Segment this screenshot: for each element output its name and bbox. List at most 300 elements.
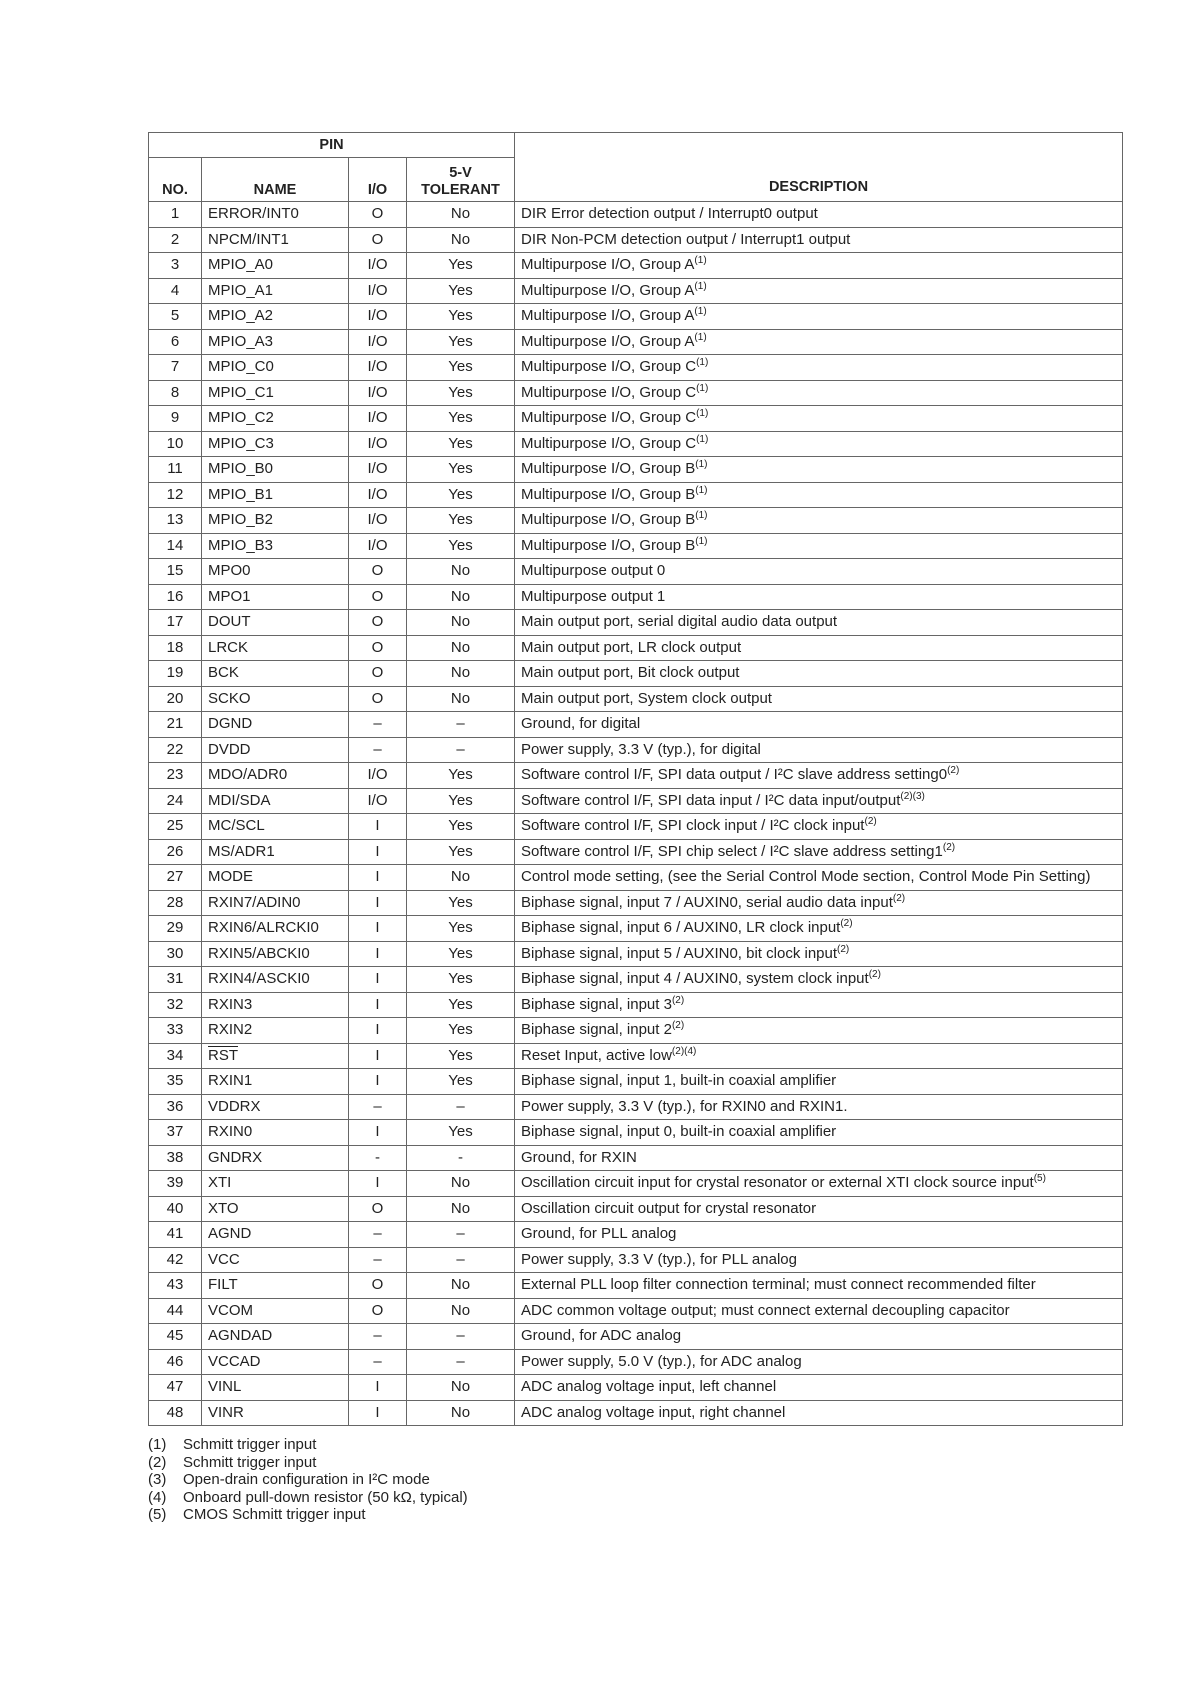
table-row bbox=[149, 406, 1123, 432]
pin-number bbox=[149, 916, 202, 942]
pin-number-text: 10 bbox=[166, 434, 184, 452]
pin-tolerant bbox=[407, 1120, 515, 1146]
pin-io bbox=[349, 227, 407, 253]
pin-name bbox=[202, 865, 349, 891]
pin-tolerant bbox=[407, 380, 515, 406]
footnotes bbox=[148, 1436, 468, 1524]
pin-number bbox=[149, 763, 202, 789]
pin-io-text: I bbox=[375, 1403, 380, 1421]
pin-name-text: XTI bbox=[208, 1174, 232, 1192]
pin-description-text: Multipurpose I/O, Group B bbox=[521, 460, 696, 478]
pin-number bbox=[149, 686, 202, 712]
pin-description bbox=[515, 1171, 1123, 1197]
pin-io-text: I bbox=[375, 842, 380, 860]
pin-name-text: NPCM/INT1 bbox=[208, 230, 289, 248]
pin-name bbox=[202, 508, 349, 534]
pin-io bbox=[349, 661, 407, 687]
pin-description-text: Multipurpose I/O, Group A bbox=[521, 307, 695, 325]
pin-description bbox=[515, 1196, 1123, 1222]
pin-number-text: 1 bbox=[170, 205, 180, 223]
pin-name-text: MPIO_B0 bbox=[208, 460, 274, 478]
pin-description bbox=[515, 355, 1123, 381]
pin-name bbox=[202, 278, 349, 304]
pin-description-text: Power supply, 5.0 V (typ.), for ADC analog bbox=[521, 1352, 802, 1370]
pin-description-text: Biphase signal, input 7 / AUXIN0, serial audio data input bbox=[521, 893, 893, 911]
pin-tolerant bbox=[407, 941, 515, 967]
pin-number bbox=[149, 457, 202, 483]
pin-description bbox=[515, 1094, 1123, 1120]
pin-tolerant bbox=[407, 686, 515, 712]
pin-description-text: ADC analog voltage input, left channel bbox=[521, 1378, 777, 1396]
footnote-ref: (2) bbox=[864, 816, 877, 828]
pin-description-text: Oscillation circuit output for crystal resonator bbox=[521, 1199, 817, 1217]
pin-name-text: AGND bbox=[208, 1225, 252, 1243]
pin-io-text: – bbox=[373, 1327, 382, 1345]
pin-number bbox=[149, 1120, 202, 1146]
pin-description bbox=[515, 329, 1123, 355]
pin-number bbox=[149, 202, 202, 228]
pin-io bbox=[349, 1375, 407, 1401]
pin-io bbox=[349, 278, 407, 304]
table-row bbox=[149, 1094, 1123, 1120]
footnote-number: (1) bbox=[148, 1436, 167, 1453]
pin-tolerant bbox=[407, 839, 515, 865]
pin-io bbox=[349, 635, 407, 661]
pin-name bbox=[202, 1298, 349, 1324]
pin-tolerant-text: – bbox=[456, 715, 465, 733]
footnote-ref: (1) bbox=[696, 433, 709, 445]
pin-number-text: 27 bbox=[166, 868, 184, 886]
pin-tolerant bbox=[407, 1145, 515, 1171]
pin-description-text: Ground, for PLL analog bbox=[521, 1225, 677, 1243]
pin-description-text: Multipurpose output 1 bbox=[521, 587, 666, 605]
pin-name-text: RXIN2 bbox=[208, 1021, 253, 1039]
pin-io-text: I/O bbox=[367, 460, 388, 478]
pin-description bbox=[515, 584, 1123, 610]
pin-tolerant bbox=[407, 610, 515, 636]
pin-description-text: External PLL loop filter connection terminal; must connect recommended filter bbox=[521, 1276, 1036, 1294]
pin-header: PIN bbox=[149, 133, 515, 158]
footnote-ref: (2) bbox=[947, 765, 960, 777]
pin-tolerant-text: No bbox=[450, 689, 471, 707]
pin-description bbox=[515, 1298, 1123, 1324]
pin-number-text: 48 bbox=[166, 1403, 184, 1421]
table-row bbox=[149, 839, 1123, 865]
pin-number-text: 22 bbox=[166, 740, 184, 758]
pin-io-text: I bbox=[375, 1378, 380, 1396]
pin-number bbox=[149, 482, 202, 508]
pin-name-text: MPIO_C3 bbox=[208, 434, 274, 452]
pin-number-text: 39 bbox=[166, 1174, 184, 1192]
pin-description bbox=[515, 457, 1123, 483]
footnote-ref: (1) bbox=[695, 510, 708, 522]
pin-number bbox=[149, 278, 202, 304]
table-row bbox=[149, 1273, 1123, 1299]
pin-io bbox=[349, 1298, 407, 1324]
pin-tolerant bbox=[407, 788, 515, 814]
pin-description-text: Biphase signal, input 4 / AUXIN0, system clock input bbox=[521, 970, 869, 988]
pin-io-text: I/O bbox=[367, 256, 388, 274]
footnote bbox=[148, 1506, 468, 1524]
pin-tolerant-text: Yes bbox=[448, 1021, 473, 1039]
pin-number bbox=[149, 1298, 202, 1324]
pin-description bbox=[515, 992, 1123, 1018]
pin-tolerant-text: Yes bbox=[448, 842, 473, 860]
pin-number bbox=[149, 814, 202, 840]
pin-tolerant bbox=[407, 1273, 515, 1299]
footnote-text: Schmitt trigger input bbox=[183, 1436, 317, 1453]
table-row bbox=[149, 1171, 1123, 1197]
pin-name-text: MPIO_A1 bbox=[208, 281, 274, 299]
pin-io bbox=[349, 355, 407, 381]
pin-name bbox=[202, 355, 349, 381]
pin-description-text: Biphase signal, input 5 / AUXIN0, bit clock input bbox=[521, 944, 838, 962]
pin-description-text: Multipurpose I/O, Group C bbox=[521, 383, 697, 401]
pin-number-text: 46 bbox=[166, 1352, 184, 1370]
pin-description-text: Reset Input, active low bbox=[521, 1046, 672, 1064]
pin-name-text: VCCAD bbox=[208, 1352, 261, 1370]
tolerant-header-line2: TOLERANT bbox=[421, 182, 500, 198]
pin-number-text: 26 bbox=[166, 842, 184, 860]
table-row bbox=[149, 304, 1123, 330]
pin-name bbox=[202, 941, 349, 967]
pin-number-text: 18 bbox=[166, 638, 184, 656]
pin-io-text: I/O bbox=[367, 409, 388, 427]
pin-io bbox=[349, 686, 407, 712]
pin-name bbox=[202, 814, 349, 840]
footnote-ref: (1) bbox=[695, 484, 708, 496]
pin-name-text: XTO bbox=[208, 1199, 239, 1217]
pin-number bbox=[149, 610, 202, 636]
table-row bbox=[149, 584, 1123, 610]
no-header: NO. bbox=[149, 158, 202, 202]
tolerant-header bbox=[407, 158, 515, 202]
pin-name bbox=[202, 380, 349, 406]
pin-number-text: 4 bbox=[170, 281, 180, 299]
table-row bbox=[149, 1298, 1123, 1324]
pin-number bbox=[149, 1069, 202, 1095]
pin-io bbox=[349, 610, 407, 636]
pin-io-text: – bbox=[373, 1250, 382, 1268]
pin-io bbox=[349, 533, 407, 559]
pin-io-text: O bbox=[371, 1199, 384, 1217]
pin-io bbox=[349, 431, 407, 457]
pin-io-text: O bbox=[371, 613, 384, 631]
footnote-ref: (2) bbox=[837, 943, 850, 955]
pin-io bbox=[349, 1273, 407, 1299]
pin-tolerant bbox=[407, 1094, 515, 1120]
pin-tolerant-text: No bbox=[450, 562, 471, 580]
table-row bbox=[149, 1120, 1123, 1146]
pin-name bbox=[202, 916, 349, 942]
pin-name bbox=[202, 304, 349, 330]
table-row bbox=[149, 1349, 1123, 1375]
pin-tolerant bbox=[407, 329, 515, 355]
pin-number-text: 23 bbox=[166, 766, 184, 784]
pin-tolerant-text: No bbox=[450, 613, 471, 631]
pin-io-text: I/O bbox=[367, 434, 388, 452]
pin-tolerant bbox=[407, 661, 515, 687]
table-row bbox=[149, 992, 1123, 1018]
pin-number-text: 7 bbox=[170, 358, 180, 376]
pin-description-text: Ground, for digital bbox=[521, 715, 641, 733]
pin-name-text: MPIO_C0 bbox=[208, 358, 274, 376]
pin-number-text: 8 bbox=[170, 383, 180, 401]
pin-description-text: ADC common voltage output; must connect external decoupling capacitor bbox=[521, 1301, 1010, 1319]
pin-tolerant-text: Yes bbox=[448, 332, 473, 350]
pin-number-text: 17 bbox=[166, 613, 184, 631]
pin-io bbox=[349, 712, 407, 738]
pin-io bbox=[349, 559, 407, 585]
pin-name bbox=[202, 737, 349, 763]
table-row bbox=[149, 457, 1123, 483]
pin-number bbox=[149, 1043, 202, 1069]
pin-io bbox=[349, 1349, 407, 1375]
pin-io bbox=[349, 202, 407, 228]
pin-description bbox=[515, 1400, 1123, 1426]
pin-tolerant-text: Yes bbox=[448, 817, 473, 835]
pin-tolerant bbox=[407, 1298, 515, 1324]
pin-io-text: I bbox=[375, 1123, 380, 1141]
pin-name bbox=[202, 329, 349, 355]
pin-number-text: 3 bbox=[170, 256, 180, 274]
pin-io-text: I/O bbox=[367, 358, 388, 376]
pin-tolerant-text: Yes bbox=[448, 791, 473, 809]
pin-description bbox=[515, 1145, 1123, 1171]
pin-tolerant bbox=[407, 304, 515, 330]
pin-io bbox=[349, 406, 407, 432]
pin-description-text: Multipurpose I/O, Group B bbox=[521, 485, 696, 503]
footnote-text: CMOS Schmitt trigger input bbox=[183, 1506, 366, 1523]
pin-name-text: RXIN7/ADIN0 bbox=[208, 893, 301, 911]
pin-number-text: 25 bbox=[166, 817, 184, 835]
pin-number bbox=[149, 380, 202, 406]
pin-name bbox=[202, 533, 349, 559]
pin-number-text: 20 bbox=[166, 689, 184, 707]
pin-name-text: MODE bbox=[208, 868, 253, 886]
pin-io-text: I/O bbox=[367, 307, 388, 325]
pin-io-text: I/O bbox=[367, 383, 388, 401]
pin-number bbox=[149, 1222, 202, 1248]
pin-tolerant-text: Yes bbox=[448, 434, 473, 452]
pin-name bbox=[202, 610, 349, 636]
pin-description bbox=[515, 1018, 1123, 1044]
pin-description bbox=[515, 406, 1123, 432]
footnote-ref: (2) bbox=[840, 918, 853, 930]
pin-io-text: I/O bbox=[367, 536, 388, 554]
pin-tolerant-text: Yes bbox=[448, 919, 473, 937]
io-header: I/O bbox=[349, 158, 407, 202]
pin-number-text: 44 bbox=[166, 1301, 184, 1319]
pin-number-text: 28 bbox=[166, 893, 184, 911]
pin-description-text: Multipurpose I/O, Group A bbox=[521, 281, 695, 299]
pin-tolerant bbox=[407, 763, 515, 789]
table-row bbox=[149, 1247, 1123, 1273]
pin-description-text: Multipurpose I/O, Group C bbox=[521, 409, 697, 427]
pin-name-text: MDO/ADR0 bbox=[208, 766, 288, 784]
pin-name-text: RXIN4/ASCKI0 bbox=[208, 970, 310, 988]
pin-io-text: I bbox=[375, 995, 380, 1013]
table-row bbox=[149, 355, 1123, 381]
pin-io-text: – bbox=[373, 740, 382, 758]
pin-name bbox=[202, 890, 349, 916]
pin-number-text: 2 bbox=[170, 230, 180, 248]
pin-description bbox=[515, 508, 1123, 534]
pin-number bbox=[149, 355, 202, 381]
pin-io bbox=[349, 1145, 407, 1171]
footnote-number: (4) bbox=[148, 1488, 167, 1506]
table-row bbox=[149, 1196, 1123, 1222]
pin-io-text: I bbox=[375, 919, 380, 937]
pin-tolerant-text: – bbox=[456, 1097, 465, 1115]
pin-tolerant-text: No bbox=[450, 664, 471, 682]
footnote-ref: (1) bbox=[695, 459, 708, 471]
pin-name bbox=[202, 482, 349, 508]
pin-description bbox=[515, 559, 1123, 585]
pin-name bbox=[202, 253, 349, 279]
pin-name bbox=[202, 559, 349, 585]
pin-name-text: SCKO bbox=[208, 689, 251, 707]
pin-io bbox=[349, 763, 407, 789]
table-row bbox=[149, 635, 1123, 661]
pin-io bbox=[349, 457, 407, 483]
pin-name-text: FILT bbox=[208, 1276, 238, 1294]
pin-number bbox=[149, 661, 202, 687]
pin-io bbox=[349, 584, 407, 610]
footnote-ref: (2) bbox=[892, 892, 906, 904]
pin-io bbox=[349, 865, 407, 891]
pin-number bbox=[149, 1273, 202, 1299]
pin-tolerant-text: Yes bbox=[448, 944, 473, 962]
table-row bbox=[149, 508, 1123, 534]
table-row bbox=[149, 712, 1123, 738]
pin-description bbox=[515, 839, 1123, 865]
pin-io bbox=[349, 1196, 407, 1222]
table-row bbox=[149, 380, 1123, 406]
pin-io bbox=[349, 839, 407, 865]
pin-description bbox=[515, 967, 1123, 993]
table-row bbox=[149, 227, 1123, 253]
pin-description bbox=[515, 253, 1123, 279]
pin-number bbox=[149, 1196, 202, 1222]
pin-tolerant bbox=[407, 865, 515, 891]
pin-name-text: MPIO_A2 bbox=[208, 307, 274, 325]
pin-io bbox=[349, 304, 407, 330]
pin-tolerant-text: No bbox=[450, 1174, 471, 1192]
pin-io bbox=[349, 1400, 407, 1426]
pin-name bbox=[202, 712, 349, 738]
pin-tolerant-text: Yes bbox=[448, 307, 473, 325]
pin-name-text: DGND bbox=[208, 715, 253, 733]
pin-number-text: 6 bbox=[170, 332, 180, 350]
footnote-ref: (1) bbox=[694, 331, 707, 343]
pin-number-text: 13 bbox=[166, 511, 184, 529]
table-row bbox=[149, 763, 1123, 789]
pin-tolerant bbox=[407, 1018, 515, 1044]
pin-name-text: LRCK bbox=[208, 638, 249, 656]
pin-description-text: Control mode setting, (see the Serial Control Mode section, Control Mode Pin Setting) bbox=[521, 868, 1091, 886]
table-row bbox=[149, 890, 1123, 916]
pin-tolerant bbox=[407, 1324, 515, 1350]
pin-number-text: 34 bbox=[166, 1046, 184, 1064]
pin-description bbox=[515, 1222, 1123, 1248]
pin-io-text: I bbox=[375, 1072, 380, 1090]
pin-io-text: O bbox=[371, 638, 384, 656]
pin-number-text: 11 bbox=[167, 460, 183, 478]
pin-name bbox=[202, 1145, 349, 1171]
pin-tolerant bbox=[407, 1247, 515, 1273]
pin-description-text: Software control I/F, SPI data output / I²C slave address setting0 bbox=[521, 766, 948, 784]
pin-io-text: I bbox=[375, 893, 380, 911]
pin-number bbox=[149, 508, 202, 534]
pin-io bbox=[349, 253, 407, 279]
pin-tolerant-text: Yes bbox=[448, 1123, 473, 1141]
pin-tolerant-text: – bbox=[456, 740, 465, 758]
pin-tolerant-text: Yes bbox=[448, 1072, 473, 1090]
pin-io-text: I bbox=[375, 817, 380, 835]
footnote-ref: (2) bbox=[868, 969, 881, 981]
footnote-ref: (1) bbox=[696, 382, 709, 394]
pin-number bbox=[149, 941, 202, 967]
footnote-ref: (1) bbox=[695, 535, 708, 547]
pin-number-text: 33 bbox=[166, 1021, 184, 1039]
pin-name bbox=[202, 686, 349, 712]
pin-tolerant-text: – bbox=[456, 1327, 465, 1345]
pin-tolerant bbox=[407, 431, 515, 457]
pin-io bbox=[349, 992, 407, 1018]
pin-tolerant bbox=[407, 253, 515, 279]
pin-number-text: 15 bbox=[166, 562, 184, 580]
table-row bbox=[149, 1018, 1123, 1044]
pin-tolerant bbox=[407, 890, 515, 916]
pin-tolerant-text: Yes bbox=[448, 536, 473, 554]
table-row bbox=[149, 1222, 1123, 1248]
pin-io bbox=[349, 890, 407, 916]
pin-number bbox=[149, 1324, 202, 1350]
footnote-ref: (1) bbox=[694, 306, 707, 318]
footnote bbox=[148, 1489, 468, 1507]
footnote bbox=[148, 1454, 468, 1472]
pin-description bbox=[515, 482, 1123, 508]
pin-io-text: O bbox=[371, 1301, 384, 1319]
pin-number-text: 35 bbox=[166, 1072, 184, 1090]
footnote-ref: (1) bbox=[694, 280, 707, 292]
pin-number bbox=[149, 406, 202, 432]
table-row bbox=[149, 686, 1123, 712]
table-row bbox=[149, 278, 1123, 304]
pin-description-text: Biphase signal, input 3 bbox=[521, 995, 672, 1013]
pin-description-text: DIR Error detection output / Interrupt0 output bbox=[521, 205, 818, 223]
pin-io-text: I/O bbox=[367, 791, 388, 809]
pin-description-text: Software control I/F, SPI data input / I²C data input/output bbox=[521, 791, 901, 809]
pin-tolerant-text: Yes bbox=[448, 460, 473, 478]
footnote-number: (5) bbox=[148, 1506, 167, 1523]
pin-name-text: MPO0 bbox=[208, 562, 251, 580]
pin-description-text: Main output port, Bit clock output bbox=[521, 664, 740, 682]
pin-description bbox=[515, 661, 1123, 687]
pin-tolerant bbox=[407, 635, 515, 661]
pin-description bbox=[515, 1375, 1123, 1401]
pin-description bbox=[515, 202, 1123, 228]
pin-description-text: Multipurpose I/O, Group C bbox=[521, 434, 697, 452]
pin-number bbox=[149, 1247, 202, 1273]
pin-number-text: 29 bbox=[166, 919, 184, 937]
pin-number-text: 19 bbox=[166, 664, 184, 682]
pin-description-text: Oscillation circuit input for crystal resonator or external XTI clock source input bbox=[521, 1174, 1034, 1192]
footnote-ref: (2)(4) bbox=[671, 1045, 697, 1057]
pin-io-text: I bbox=[375, 944, 380, 962]
pin-io-text: O bbox=[371, 689, 384, 707]
